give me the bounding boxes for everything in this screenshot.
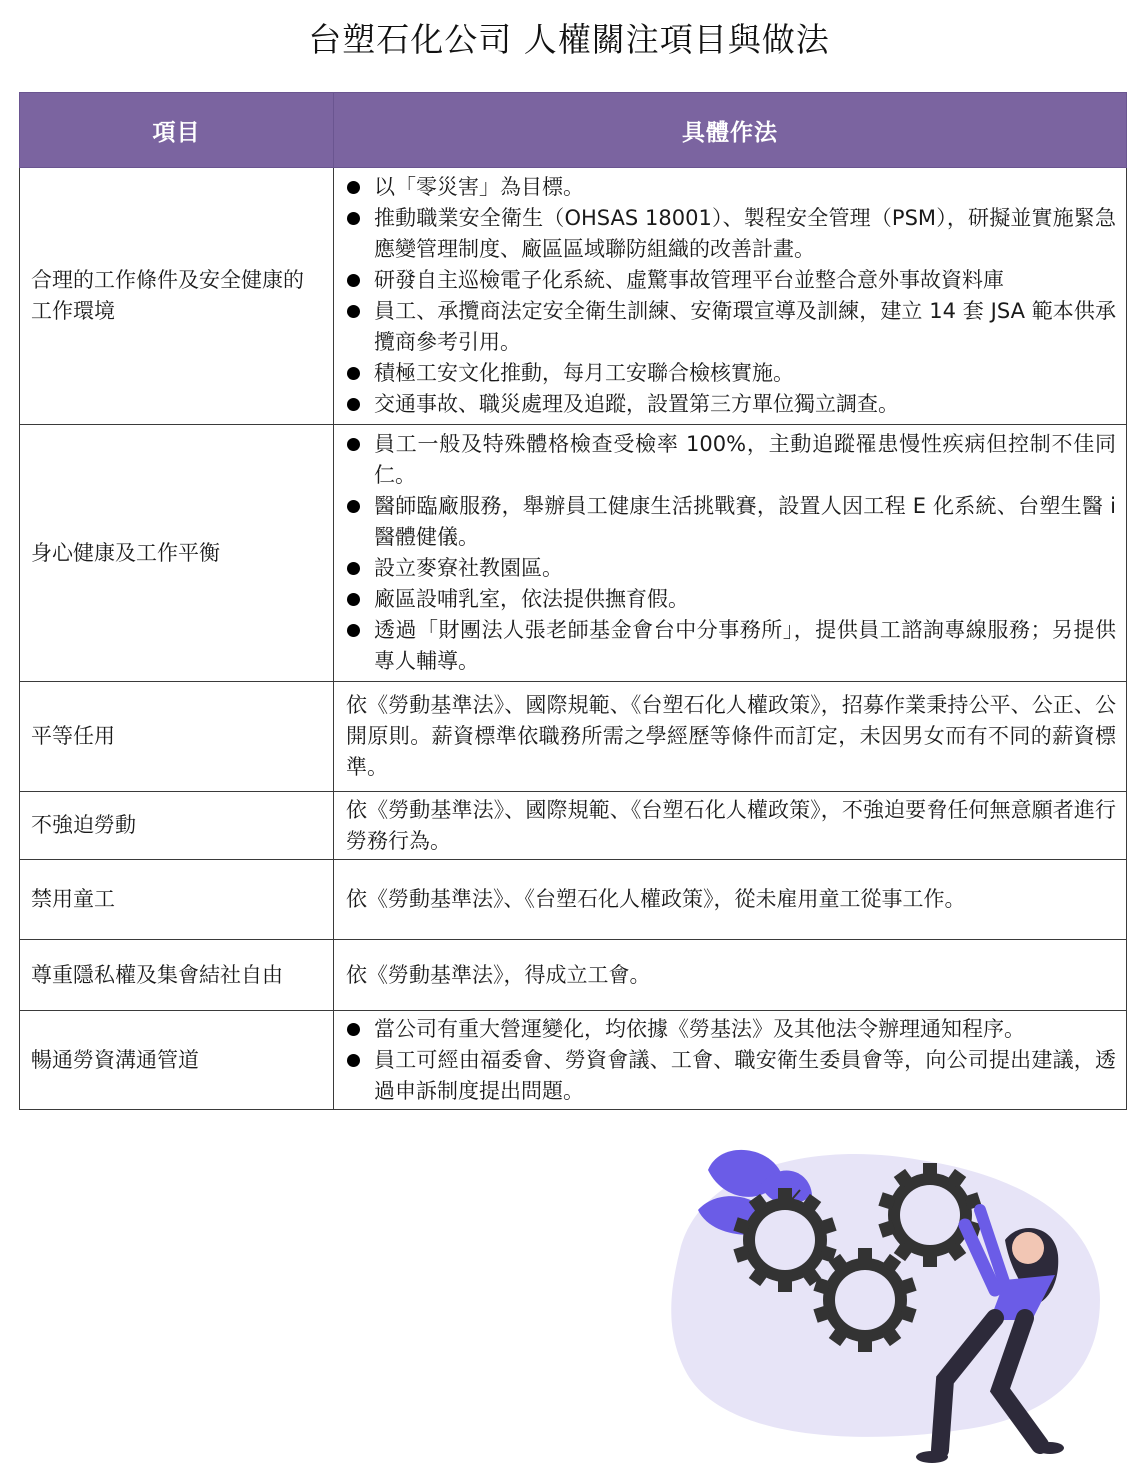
bullet-list — [346, 172, 1116, 420]
list-item: 員工一般及特殊體格檢查受檢率 100%，主動追蹤罹患慢性疾病但控制不佳同仁。 — [346, 429, 1116, 491]
bullet-list — [346, 429, 1116, 677]
list-item: 研發自主巡檢電子化系統、虛驚事故管理平台並整合意外事故資料庫 — [346, 265, 1116, 296]
list-item: 醫師臨廠服務，舉辦員工健康生活挑戰賽，設置人因工程 E 化系統、台塑生醫 i 醫體健儀。 — [346, 491, 1116, 553]
table-row — [20, 940, 1127, 1011]
table-row — [20, 1011, 1127, 1110]
header-item: 項目 — [20, 93, 334, 168]
list-item: 當公司有重大營運變化，均依據《勞基法》及其他法令辦理通知程序。 — [346, 1014, 1116, 1045]
table-row — [20, 168, 1127, 425]
row-item-label: 平等任用 — [20, 682, 334, 792]
row-practice — [334, 1011, 1127, 1110]
row-item-label: 身心健康及工作平衡 — [20, 425, 334, 682]
table-row — [20, 792, 1127, 860]
table-header-row — [20, 93, 1127, 168]
table-row — [20, 682, 1127, 792]
page-title: 台塑石化公司 人權關注項目與做法 — [308, 20, 830, 59]
row-item-label: 禁用童工 — [20, 860, 334, 940]
list-item: 積極工安文化推動，每月工安聯合檢核實施。 — [346, 358, 1116, 389]
bullet-list — [346, 1014, 1116, 1107]
row-practice-text: 依《勞動基準法》、《台塑石化人權政策》，從未雇用童工從事工作。 — [334, 860, 1127, 940]
list-item: 透過「財團法人張老師基金會台中分事務所」，提供員工諮詢專線服務；另提供專人輔導。 — [346, 615, 1116, 677]
list-item: 交通事故、職災處理及追蹤，設置第三方單位獨立調查。 — [346, 389, 1116, 420]
list-item: 員工可經由福委會、勞資會議、工會、職安衛生委員會等，向公司提出建議，透過申訴制度提出問題。 — [346, 1045, 1116, 1107]
list-item: 設立麥寮社教園區。 — [346, 553, 1116, 584]
row-item-label: 合理的工作條件及安全健康的工作環境 — [20, 168, 334, 425]
table-row — [20, 860, 1127, 940]
row-item-label: 尊重隱私權及集會結社自由 — [20, 940, 334, 1011]
gears-illustration — [660, 1130, 1120, 1480]
list-item: 推動職業安全衛生（OHSAS 18001）、製程安全管理（PSM），研擬並實施緊急應變管理制度、廠區區域聯防組織的改善計畫。 — [346, 203, 1116, 265]
row-item-label: 暢通勞資溝通管道 — [20, 1011, 334, 1110]
row-practice — [334, 425, 1127, 682]
list-item: 廠區設哺乳室，依法提供撫育假。 — [346, 584, 1116, 615]
row-practice-text: 依《勞動基準法》、國際規範、《台塑石化人權政策》，不強迫要脅任何無意願者進行勞務行為。 — [334, 792, 1127, 860]
list-item: 員工、承攬商法定安全衛生訓練、安衛環宣導及訓練，建立 14 套 JSA 範本供承攬商參考引用。 — [346, 296, 1116, 358]
list-item: 以「零災害」為目標。 — [346, 172, 1116, 203]
human-rights-table — [19, 92, 1127, 1110]
header-practice: 具體作法 — [334, 93, 1127, 168]
row-item-label: 不強迫勞動 — [20, 792, 334, 860]
row-practice — [334, 168, 1127, 425]
row-practice-text: 依《勞動基準法》，得成立工會。 — [334, 940, 1127, 1011]
row-practice-text: 依《勞動基準法》、國際規範、《台塑石化人權政策》，招募作業秉持公平、公正、公開原則。薪資標準依職務所需之學經歷等條件而訂定，未因男女而有不同的薪資標準。 — [334, 682, 1127, 792]
table-row — [20, 425, 1127, 682]
